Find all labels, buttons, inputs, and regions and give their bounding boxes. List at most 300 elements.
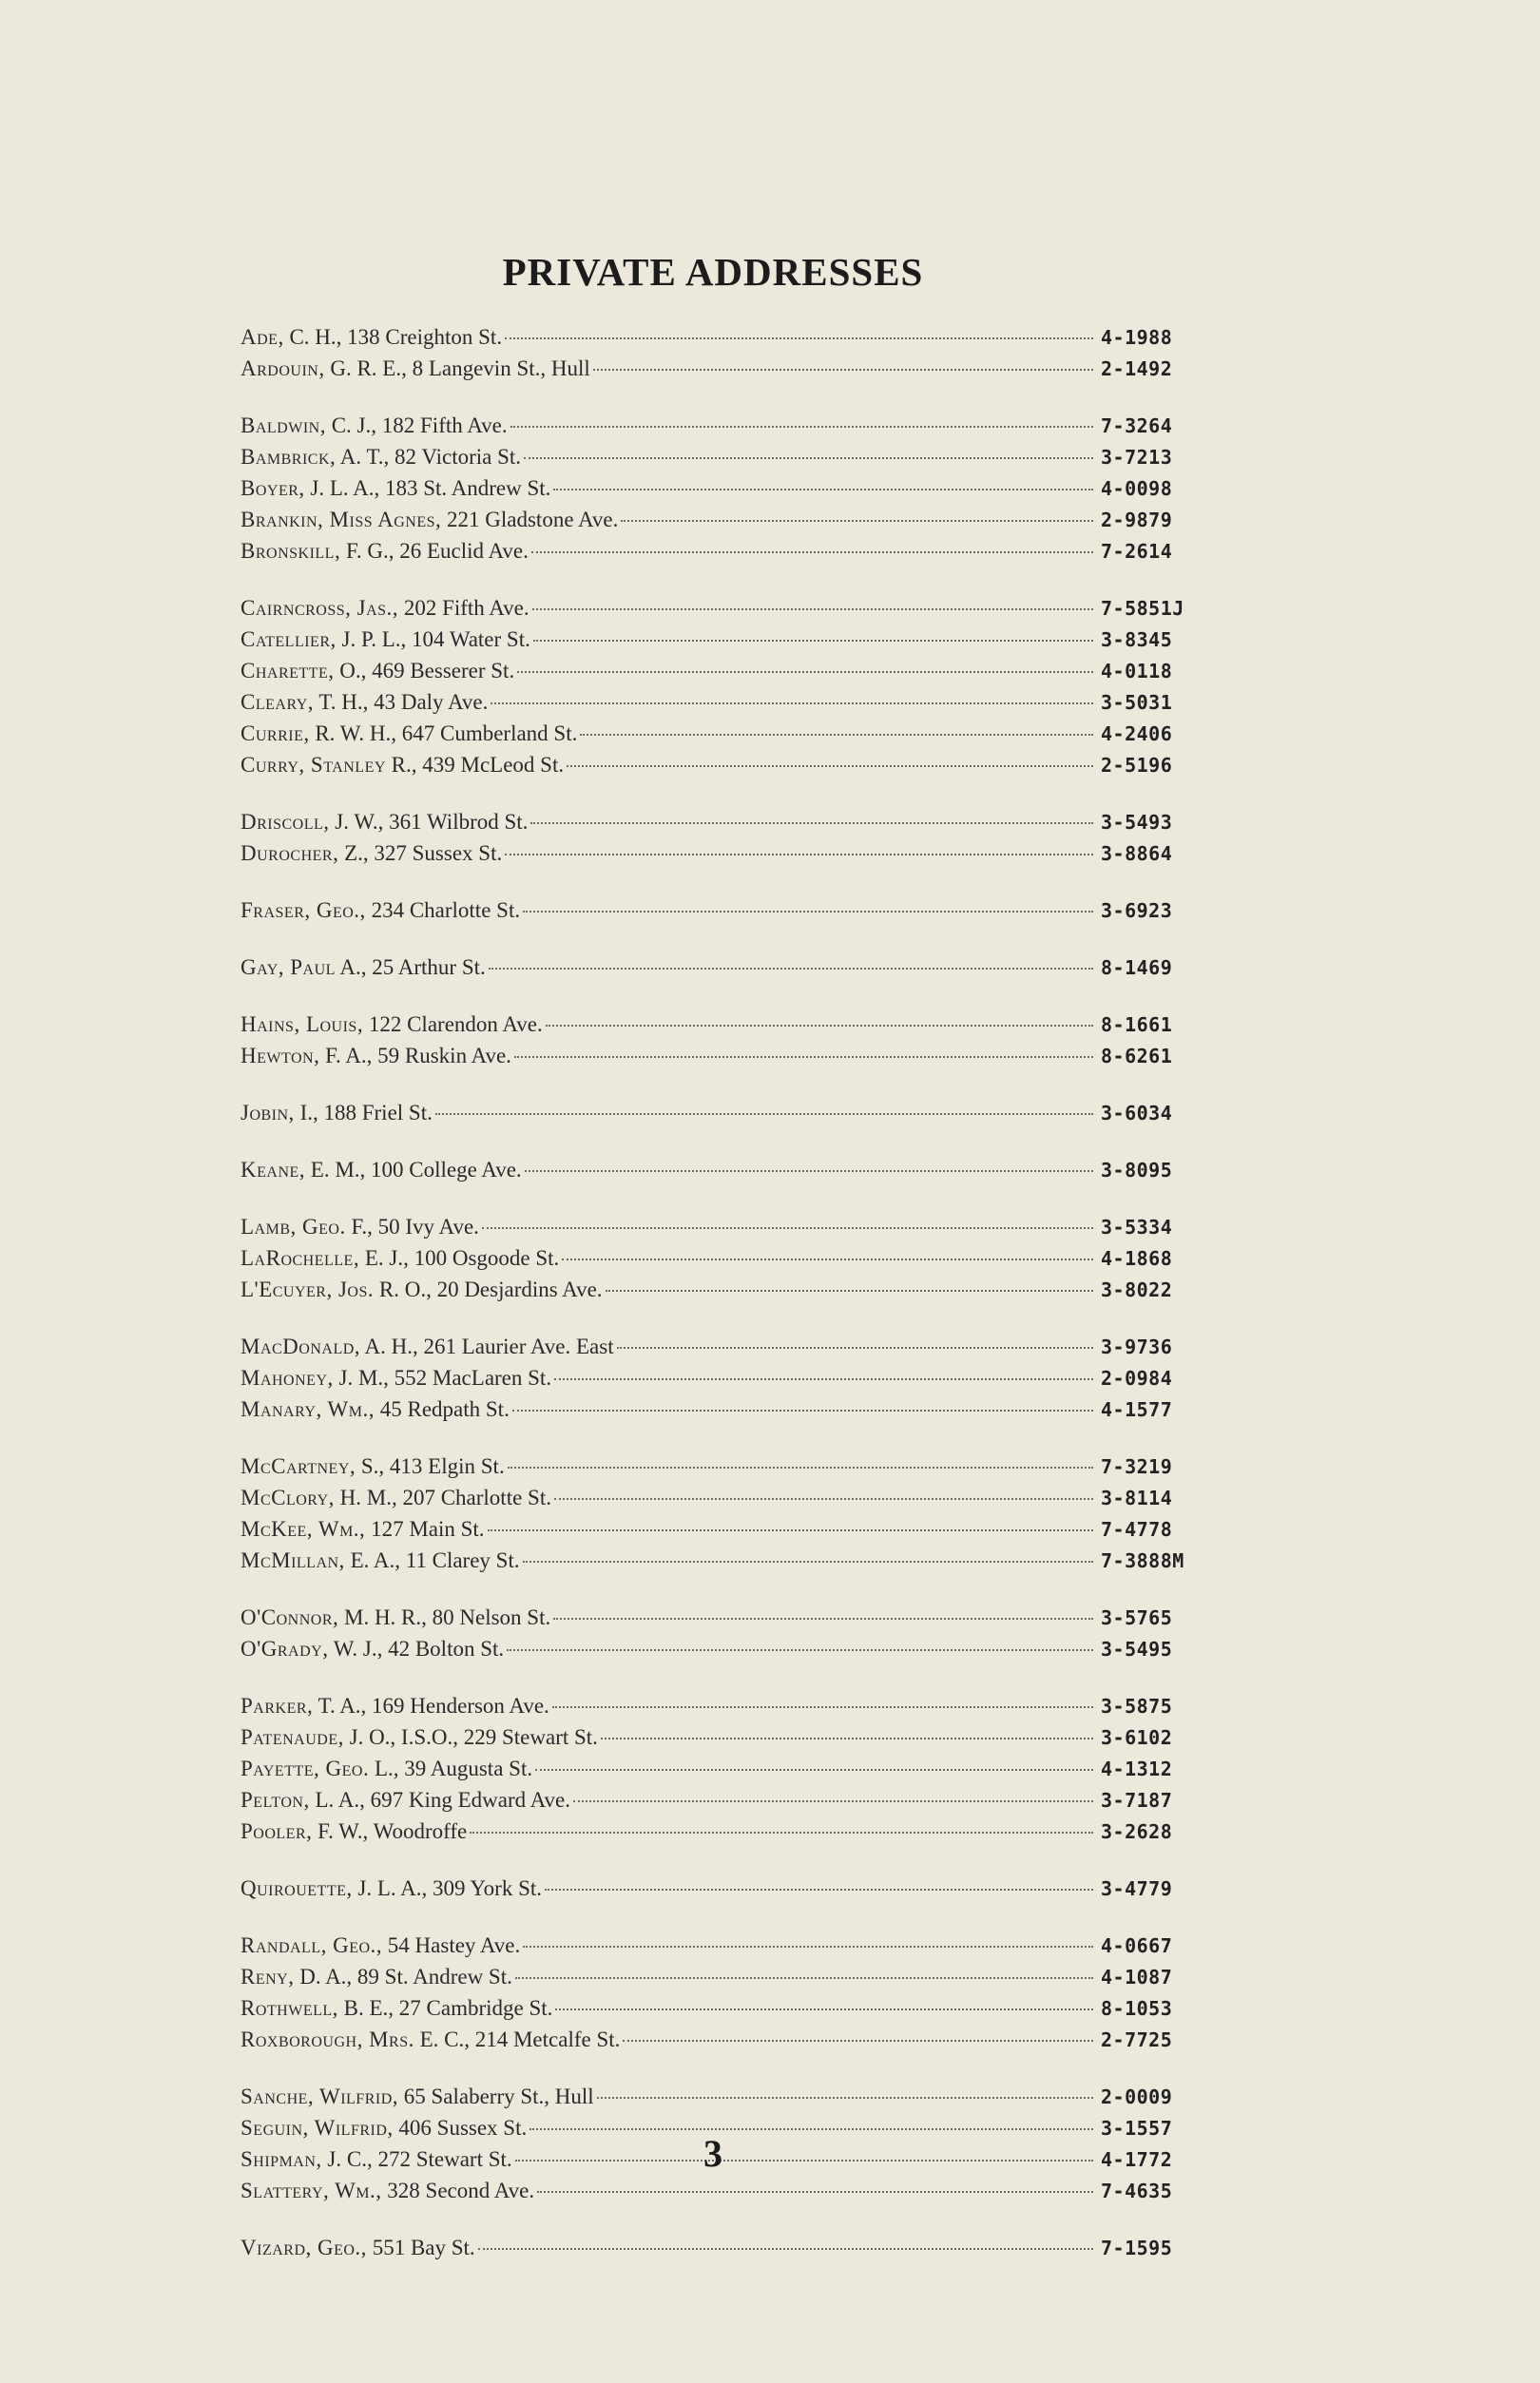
dot-leader xyxy=(505,854,1093,855)
entry-surname: Brankin, Miss Agnes, xyxy=(241,508,442,531)
entry-surname: Roxborough, Mrs. xyxy=(241,2027,414,2051)
entry-name-address xyxy=(241,1362,551,1393)
directory-entry xyxy=(241,655,1191,686)
directory-entry xyxy=(241,1513,1191,1545)
entry-address: D. A., 89 St. Andrew St. xyxy=(294,1965,512,1989)
entry-address: 221 Gladstone Ave. xyxy=(441,508,619,531)
dot-leader xyxy=(491,702,1093,704)
entry-surname: Seguin, Wilfrid, xyxy=(241,2116,394,2140)
entry-phone: 4-1577 xyxy=(1101,1398,1173,1421)
dot-leader xyxy=(517,671,1093,673)
entry-address: 122 Clarendon Ave. xyxy=(363,1012,543,1036)
letter-group xyxy=(241,1451,1191,1576)
entry-name-address xyxy=(241,1451,505,1482)
entry-name-address xyxy=(241,1633,504,1664)
entry-name-address xyxy=(241,1690,549,1721)
dot-leader xyxy=(488,1529,1093,1531)
letter-group xyxy=(241,321,1191,384)
entry-address: 406 Sussex St. xyxy=(393,2116,528,2140)
entry-phone: 3-6923 xyxy=(1101,899,1173,922)
entry-name-address xyxy=(241,1961,512,1992)
entry-surname: Manary, Wm., xyxy=(241,1397,375,1421)
directory-entry xyxy=(241,1961,1191,1992)
directory-entry xyxy=(241,1633,1191,1664)
entry-address: L. A., 697 King Edward Ave. xyxy=(309,1788,570,1812)
entry-surname: Hains, Louis, xyxy=(241,1012,364,1036)
dot-leader xyxy=(555,2008,1093,2010)
entry-phone: 3-5495 xyxy=(1101,1638,1173,1661)
entry-surname: Parker, xyxy=(241,1694,314,1718)
entry-name-address xyxy=(241,1393,510,1425)
entry-surname: L'Ecuyer, Jos. xyxy=(241,1278,375,1301)
entry-phone: 7-4635 xyxy=(1101,2180,1173,2202)
directory-entry xyxy=(241,535,1191,567)
dot-leader xyxy=(573,1800,1093,1802)
letter-group xyxy=(241,1331,1191,1425)
entry-surname: Bronskill, xyxy=(241,539,341,563)
entry-phone: 3-6034 xyxy=(1101,1102,1173,1124)
directory-entry xyxy=(241,1211,1191,1242)
entry-phone: 3-5875 xyxy=(1101,1695,1173,1718)
entry-phone: 4-1772 xyxy=(1101,2148,1173,2171)
entry-address: M. H. R., 80 Nelson St. xyxy=(338,1605,551,1629)
entry-surname: Shipman, xyxy=(241,2147,322,2171)
entry-name-address xyxy=(241,1816,467,1847)
letter-group xyxy=(241,410,1191,567)
entry-name-address xyxy=(241,592,529,624)
entry-surname: Pelton, xyxy=(241,1788,310,1812)
entry-name-address xyxy=(241,894,520,926)
entry-surname: O'Connor, xyxy=(241,1605,339,1629)
entry-phone: 8-1469 xyxy=(1101,956,1173,979)
directory-entry xyxy=(241,472,1191,504)
dot-leader xyxy=(531,551,1093,553)
dot-leader xyxy=(537,2191,1093,2193)
entry-surname: Durocher, xyxy=(241,841,339,865)
entry-phone: 3-8095 xyxy=(1101,1159,1173,1182)
directory-entry xyxy=(241,749,1191,780)
entry-address: F. W., Woodroffe xyxy=(312,1819,468,1843)
entry-surname: Boyer, xyxy=(241,476,305,500)
entry-phone: 3-5765 xyxy=(1101,1606,1173,1629)
entry-address: I., 188 Friel St. xyxy=(294,1101,433,1124)
entry-name-address xyxy=(241,624,530,655)
directory-entry xyxy=(241,837,1191,869)
entry-address: J. L. A., 309 York St. xyxy=(352,1876,543,1900)
entry-address: J. W., 361 Wilbrod St. xyxy=(329,810,529,834)
entry-phone: 3-5031 xyxy=(1101,691,1173,714)
entry-phone: 8-1661 xyxy=(1101,1013,1173,1036)
dot-leader xyxy=(470,1832,1093,1834)
entry-name-address xyxy=(241,1545,520,1576)
entry-surname: Fraser, Geo., xyxy=(241,898,366,922)
entry-name-address xyxy=(241,1154,522,1185)
dot-leader xyxy=(532,608,1093,610)
entry-name-address xyxy=(241,1097,433,1128)
directory-entry xyxy=(241,504,1191,535)
dot-leader xyxy=(529,2128,1093,2130)
letter-group xyxy=(241,1602,1191,1664)
directory-entry xyxy=(241,624,1191,655)
directory-entry xyxy=(241,951,1191,983)
entry-address: F. A., 59 Ruskin Ave. xyxy=(319,1044,511,1067)
entry-phone: 8-1053 xyxy=(1101,1997,1173,2020)
entry-address: G. R. E., 8 Langevin St., Hull xyxy=(324,356,590,380)
directory-entry xyxy=(241,1274,1191,1305)
entry-surname: Payette, Geo. xyxy=(241,1757,370,1780)
entry-address: B. E., 27 Cambridge St. xyxy=(337,1996,553,2020)
entry-address: 54 Hastey Ave. xyxy=(382,1933,521,1957)
entry-surname: Randall, Geo., xyxy=(241,1933,383,1957)
page-title: PRIVATE ADDRESSES xyxy=(502,250,924,294)
entry-surname: McCartney, xyxy=(241,1454,356,1478)
entry-address: R. O., 20 Desjardins Ave. xyxy=(374,1278,603,1301)
dot-leader xyxy=(617,1347,1093,1349)
dot-leader xyxy=(535,1769,1093,1771)
entry-surname: Pooler, xyxy=(241,1819,313,1843)
entry-name-address xyxy=(241,655,514,686)
entry-surname: McMillan, xyxy=(241,1548,345,1572)
entry-name-address xyxy=(241,1992,552,2024)
entry-phone: 3-4779 xyxy=(1101,1877,1173,1900)
directory-entry xyxy=(241,2081,1191,2112)
entry-surname: Keane, xyxy=(241,1158,306,1182)
entry-address: A. H., 261 Laurier Ave. East xyxy=(360,1335,614,1358)
dot-leader xyxy=(508,1467,1093,1469)
dot-leader xyxy=(554,1498,1093,1500)
directory-entry xyxy=(241,410,1191,441)
dot-leader xyxy=(489,968,1093,970)
dot-leader xyxy=(554,1378,1093,1380)
entry-surname: Cairncross, Jas., xyxy=(241,596,399,620)
entry-name-address xyxy=(241,1482,551,1513)
entry-address: O., 469 Besserer St. xyxy=(334,659,515,682)
letter-group xyxy=(241,1930,1191,2055)
entry-phone: 3-9736 xyxy=(1101,1336,1173,1358)
letter-group xyxy=(241,1211,1191,1305)
entry-name-address xyxy=(241,1211,479,1242)
entry-name-address xyxy=(241,321,502,353)
directory-entry xyxy=(241,1753,1191,1784)
entry-surname: Gay, Paul xyxy=(241,955,336,979)
directory-entry xyxy=(241,806,1191,837)
entry-surname: MacDonald, xyxy=(241,1335,361,1358)
entry-surname: Vizard, Geo., xyxy=(241,2236,367,2259)
entry-address: A. T., 82 Victoria St. xyxy=(336,445,522,469)
entry-phone: 7-2614 xyxy=(1101,540,1173,563)
entry-name-address xyxy=(241,1040,511,1071)
entry-phone: 4-2406 xyxy=(1101,722,1173,745)
entry-surname: Driscoll, xyxy=(241,810,330,834)
entry-surname: Rothwell, xyxy=(241,1996,338,2020)
entry-surname: Mahoney, xyxy=(241,1366,334,1390)
entry-phone: 8-6261 xyxy=(1101,1045,1173,1067)
dot-leader xyxy=(597,2097,1093,2099)
entry-address: J. C., 272 Stewart St. xyxy=(321,2147,512,2171)
entry-phone: 7-5851J xyxy=(1101,597,1184,620)
entry-surname: Bambrick, xyxy=(241,445,337,469)
directory-entry xyxy=(241,2024,1191,2055)
directory-entry xyxy=(241,1097,1191,1128)
directory-entry xyxy=(241,1362,1191,1393)
entry-name-address xyxy=(241,951,486,983)
letter-group xyxy=(241,1154,1191,1185)
entry-name-address xyxy=(241,1602,550,1633)
entry-phone: 2-0009 xyxy=(1101,2085,1173,2108)
entry-address: J. P. L., 104 Water St. xyxy=(336,627,530,651)
letter-group xyxy=(241,1873,1191,1904)
entry-name-address xyxy=(241,718,577,749)
directory-entry xyxy=(241,1602,1191,1633)
dot-leader xyxy=(505,337,1093,339)
entry-address: F. G., 26 Euclid Ave. xyxy=(340,539,529,563)
entry-phone: 7-4778 xyxy=(1101,1518,1173,1541)
dot-leader xyxy=(553,1618,1093,1620)
dot-leader xyxy=(507,1649,1093,1651)
entry-address: C. J., 182 Fifth Ave. xyxy=(325,413,508,437)
directory-entry xyxy=(241,1721,1191,1753)
entry-surname: Cleary, xyxy=(241,690,315,714)
entry-name-address xyxy=(241,1721,598,1753)
entry-address: S., 413 Elgin St. xyxy=(356,1454,505,1478)
directory-entry xyxy=(241,1154,1191,1185)
letter-group xyxy=(241,592,1191,780)
dot-leader xyxy=(514,1056,1093,1058)
letter-group xyxy=(241,894,1191,926)
entry-surname: Ade, xyxy=(241,325,284,349)
dot-leader xyxy=(523,1561,1093,1563)
entry-address: E. C., 214 Metcalfe St. xyxy=(414,2027,621,2051)
entry-phone: 4-0667 xyxy=(1101,1934,1173,1957)
entry-address: 65 Salaberry St., Hull xyxy=(398,2085,594,2108)
letter-group xyxy=(241,951,1191,983)
entry-address: J. O., I.S.O., 229 Stewart St. xyxy=(343,1725,598,1749)
entry-phone: 3-1557 xyxy=(1101,2117,1173,2140)
dot-leader xyxy=(623,2040,1093,2042)
entry-phone: 7-1595 xyxy=(1101,2237,1173,2259)
entry-address: W. J., 42 Bolton St. xyxy=(328,1637,505,1661)
entry-surname: Currie, xyxy=(241,721,310,745)
dot-leader xyxy=(552,1706,1093,1708)
entry-name-address xyxy=(241,504,618,535)
entry-address: J. L. A., 183 St. Andrew St. xyxy=(304,476,551,500)
entry-address: T. A., 169 Henderson Ave. xyxy=(313,1694,549,1718)
directory-entry xyxy=(241,1009,1191,1040)
entry-surname: Ardouin, xyxy=(241,356,325,380)
entry-phone: 3-8114 xyxy=(1101,1487,1173,1509)
entry-name-address xyxy=(241,441,521,472)
directory-entry xyxy=(241,686,1191,718)
entry-phone: 2-9879 xyxy=(1101,509,1173,531)
dot-leader xyxy=(601,1738,1093,1739)
entry-name-address xyxy=(241,686,488,718)
entry-phone: 4-1988 xyxy=(1101,326,1173,349)
entry-name-address xyxy=(241,749,564,780)
entry-address: 202 Fifth Ave. xyxy=(398,596,529,620)
entry-surname: LaRochelle, xyxy=(241,1246,360,1270)
dot-leader xyxy=(524,457,1093,459)
dot-leader xyxy=(562,1259,1093,1260)
entry-phone: 7-3264 xyxy=(1101,414,1173,437)
entry-surname: McKee, Wm., xyxy=(241,1517,366,1541)
directory-entry xyxy=(241,1873,1191,1904)
dot-leader xyxy=(515,1977,1093,1979)
entry-name-address xyxy=(241,353,590,384)
dot-leader xyxy=(478,2248,1093,2250)
entry-phone: 3-6102 xyxy=(1101,1726,1173,1749)
entry-address: R. W. H., 647 Cumberland St. xyxy=(309,721,578,745)
directory-entry xyxy=(241,353,1191,384)
dot-leader xyxy=(580,734,1093,736)
directory-entry xyxy=(241,441,1191,472)
entry-surname: Hewton, xyxy=(241,1044,320,1067)
entry-surname: Charette, xyxy=(241,659,335,682)
entry-address: F., 50 Ivy Ave. xyxy=(345,1215,479,1239)
entry-address: 328 Second Ave. xyxy=(381,2179,535,2202)
dot-leader xyxy=(482,1227,1093,1229)
entry-phone: 3-5493 xyxy=(1101,811,1173,834)
dot-leader xyxy=(546,1025,1093,1027)
entry-name-address xyxy=(241,535,529,567)
entry-address: C. H., 138 Creighton St. xyxy=(283,325,503,349)
entry-name-address xyxy=(241,1513,485,1545)
entry-name-address xyxy=(241,1242,559,1274)
letter-group xyxy=(241,1009,1191,1071)
entry-phone: 4-1087 xyxy=(1101,1966,1173,1989)
address-listing xyxy=(241,321,1191,2289)
entry-name-address xyxy=(241,1930,520,1961)
dot-leader xyxy=(510,426,1093,428)
entry-name-address xyxy=(241,1753,532,1784)
directory-entry xyxy=(241,718,1191,749)
dot-leader xyxy=(553,489,1093,490)
directory-entry xyxy=(241,321,1191,353)
entry-phone: 3-8022 xyxy=(1101,1278,1173,1301)
entry-name-address xyxy=(241,1009,543,1040)
entry-address: E. A., 11 Clarey St. xyxy=(344,1548,520,1572)
letter-group xyxy=(241,806,1191,869)
entry-address: L., 39 Augusta St. xyxy=(369,1757,533,1780)
dot-leader xyxy=(567,765,1093,767)
directory-entry xyxy=(241,1242,1191,1274)
directory-entry xyxy=(241,1545,1191,1576)
entry-name-address xyxy=(241,1873,542,1904)
entry-phone: 2-1492 xyxy=(1101,357,1173,380)
entry-name-address xyxy=(241,2081,594,2112)
entry-address: A., 25 Arthur St. xyxy=(335,955,486,979)
entry-phone: 3-7213 xyxy=(1101,446,1173,469)
entry-name-address xyxy=(241,472,550,504)
entry-name-address xyxy=(241,410,508,441)
directory-entry xyxy=(241,1451,1191,1482)
entry-phone: 4-0118 xyxy=(1101,660,1173,682)
entry-surname: Baldwin, xyxy=(241,413,326,437)
directory-entry xyxy=(241,1040,1191,1071)
directory-entry xyxy=(241,1393,1191,1425)
entry-name-address xyxy=(241,2232,475,2263)
entry-name-address xyxy=(241,806,528,837)
letter-group xyxy=(241,1690,1191,1847)
dot-leader xyxy=(523,911,1093,913)
dot-leader xyxy=(606,1290,1093,1292)
entry-address: Z., 327 Sussex St. xyxy=(338,841,503,865)
entry-address: E. M., 100 College Ave. xyxy=(305,1158,522,1182)
entry-surname: Lamb, Geo. xyxy=(241,1215,346,1239)
directory-entry xyxy=(241,1992,1191,2024)
page-number: 3 xyxy=(703,2132,722,2175)
entry-surname: Patenaude, xyxy=(241,1725,344,1749)
entry-phone: 4-1868 xyxy=(1101,1247,1173,1270)
entry-address: 551 Bay St. xyxy=(366,2236,475,2259)
entry-address: 127 Main St. xyxy=(365,1517,485,1541)
entry-name-address xyxy=(241,2024,620,2055)
entry-surname: Slattery, Wm., xyxy=(241,2179,382,2202)
entry-surname: Quirouette, xyxy=(241,1876,353,1900)
dot-leader xyxy=(512,1410,1093,1412)
entry-address: E. J., 100 Osgoode St. xyxy=(359,1246,560,1270)
entry-surname: Reny, xyxy=(241,1965,295,1989)
dot-leader xyxy=(545,1889,1093,1891)
entry-name-address xyxy=(241,2175,534,2206)
entry-phone: 3-5334 xyxy=(1101,1216,1173,1239)
directory-entry xyxy=(241,1690,1191,1721)
entry-phone: 2-5196 xyxy=(1101,754,1173,777)
entry-phone: 4-0098 xyxy=(1101,477,1173,500)
directory-entry xyxy=(241,592,1191,624)
dot-leader xyxy=(621,520,1093,522)
directory-entry xyxy=(241,2175,1191,2206)
entry-phone: 3-8345 xyxy=(1101,628,1173,651)
entry-address: T. H., 43 Daly Ave. xyxy=(314,690,489,714)
directory-entry xyxy=(241,894,1191,926)
dot-leader xyxy=(530,822,1093,824)
entry-surname: O'Grady, xyxy=(241,1637,329,1661)
entry-address: J. M., 552 MacLaren St. xyxy=(333,1366,552,1390)
directory-entry xyxy=(241,2232,1191,2263)
entry-address: 45 Redpath St. xyxy=(374,1397,510,1421)
entry-address: H. M., 207 Charlotte St. xyxy=(334,1486,551,1509)
entry-name-address xyxy=(241,1784,570,1816)
entry-phone: 3-8864 xyxy=(1101,842,1173,865)
dot-leader xyxy=(525,1170,1093,1172)
entry-surname: McClory, xyxy=(241,1486,335,1509)
entry-phone: 2-0984 xyxy=(1101,1367,1173,1390)
entry-name-address xyxy=(241,837,502,869)
letter-group xyxy=(241,1097,1191,1128)
entry-phone: 7-3888M xyxy=(1101,1549,1184,1572)
entry-surname: Sanche, Wilfrid, xyxy=(241,2085,398,2108)
entry-phone: 2-7725 xyxy=(1101,2028,1173,2051)
entry-address: 234 Charlotte St. xyxy=(365,898,521,922)
entry-surname: Jobin, xyxy=(241,1101,295,1124)
dot-leader xyxy=(533,640,1093,642)
directory-entry xyxy=(241,1331,1191,1362)
directory-entry xyxy=(241,1482,1191,1513)
entry-surname: Curry, Stanley xyxy=(241,753,386,777)
letter-group xyxy=(241,2232,1191,2263)
entry-address: R., 439 McLeod St. xyxy=(385,753,565,777)
directory-entry xyxy=(241,1930,1191,1961)
dot-leader xyxy=(523,1946,1093,1948)
dot-leader xyxy=(593,369,1093,371)
directory-entry xyxy=(241,1784,1191,1816)
entry-name-address xyxy=(241,1331,614,1362)
dot-leader xyxy=(435,1113,1093,1115)
entry-surname: Catellier, xyxy=(241,627,337,651)
directory-entry xyxy=(241,1816,1191,1847)
entry-phone: 3-2628 xyxy=(1101,1820,1173,1843)
entry-phone: 4-1312 xyxy=(1101,1758,1173,1780)
